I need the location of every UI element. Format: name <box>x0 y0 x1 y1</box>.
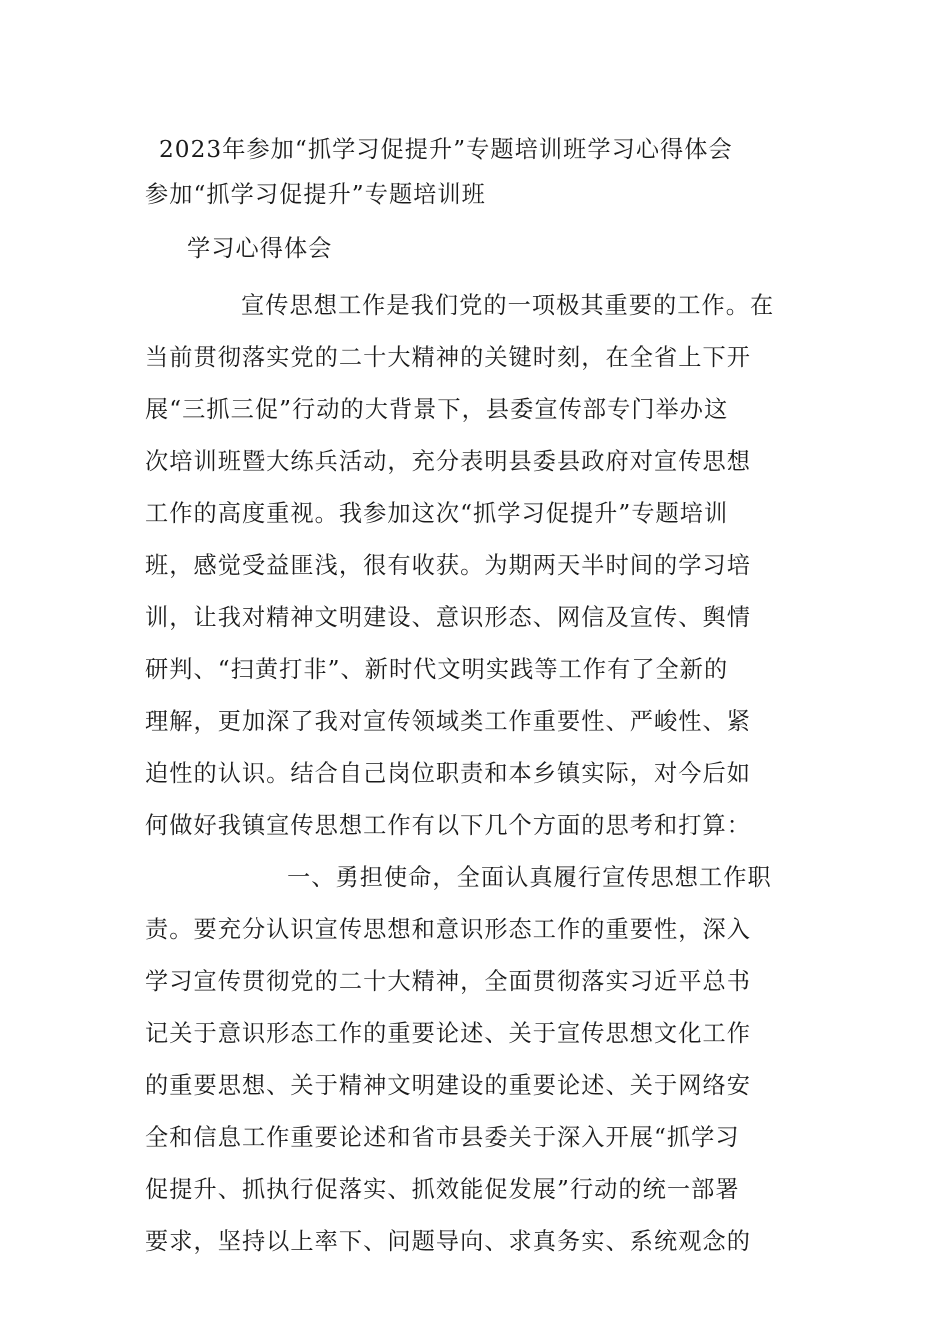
document-heading: 学习心得体会 <box>187 235 333 262</box>
paragraph-line: 迫性的认识。结合自己岗位职责和本乡镇实际，对今后如 <box>145 760 751 787</box>
paragraph-line: 次培训班暨大练兵活动，充分表明县委县政府对宣传思想 <box>145 448 751 475</box>
document-title: 2023年参加“抓学习促提升”专题培训班学习心得体会 <box>159 136 733 163</box>
document-subtitle: 参加“抓学习促提升”专题培训班 <box>145 181 486 208</box>
paragraph-line: 促提升、抓执行促落实、抓效能促发展”行动的统一部署 <box>145 1176 740 1203</box>
paragraph-line: 研判、“扫黄打非”、新时代文明实践等工作有了全新的 <box>145 656 729 683</box>
document-body <box>145 128 807 1268</box>
paragraph-line: 何做好我镇宣传思想工作有以下几个方面的思考和打算： <box>145 812 751 839</box>
paragraph-line: 训，让我对精神文明建设、意识形态、网信及宣传、舆情 <box>145 604 751 631</box>
paragraph-line: 的重要思想、关于精神文明建设的重要论述、关于网络安 <box>145 1072 751 1099</box>
paragraph-line: 工作的高度重视。我参加这次“抓学习促提升”专题培训 <box>145 500 729 527</box>
paragraph-line: 全和信息工作重要论述和省市县委关于深入开展“抓学习 <box>145 1124 740 1151</box>
paragraph-line: 理解，更加深了我对宣传领域类工作重要性、严峻性、紧 <box>145 708 751 735</box>
paragraph-line: 记关于意识形态工作的重要论述、关于宣传思想文化工作 <box>145 1020 751 1047</box>
paragraph-line: 宣传思想工作是我们党的一项极其重要的工作。在 <box>241 292 775 319</box>
paragraph-line: 责。要充分认识宣传思想和意识形态工作的重要性，深入 <box>145 916 751 943</box>
paragraph-line: 当前贯彻落实党的二十大精神的关键时刻，在全省上下开 <box>145 344 751 371</box>
paragraph-line: 要求，坚持以上率下、问题导向、求真务实、系统观念的 <box>145 1228 751 1255</box>
paragraph-1 <box>145 280 807 852</box>
paragraph-line: 一、勇担使命，全面认真履行宣传思想工作职 <box>287 864 772 891</box>
paragraph-line: 班，感觉受益匪浅，很有收获。为期两天半时间的学习培 <box>145 552 751 579</box>
paragraph-line: 展“三抓三促”行动的大背景下，县委宣传部专门举办这 <box>145 396 729 423</box>
paragraph-2 <box>145 852 807 1268</box>
paragraph-line: 学习宣传贯彻党的二十大精神，全面贯彻落实习近平总书 <box>145 968 751 995</box>
